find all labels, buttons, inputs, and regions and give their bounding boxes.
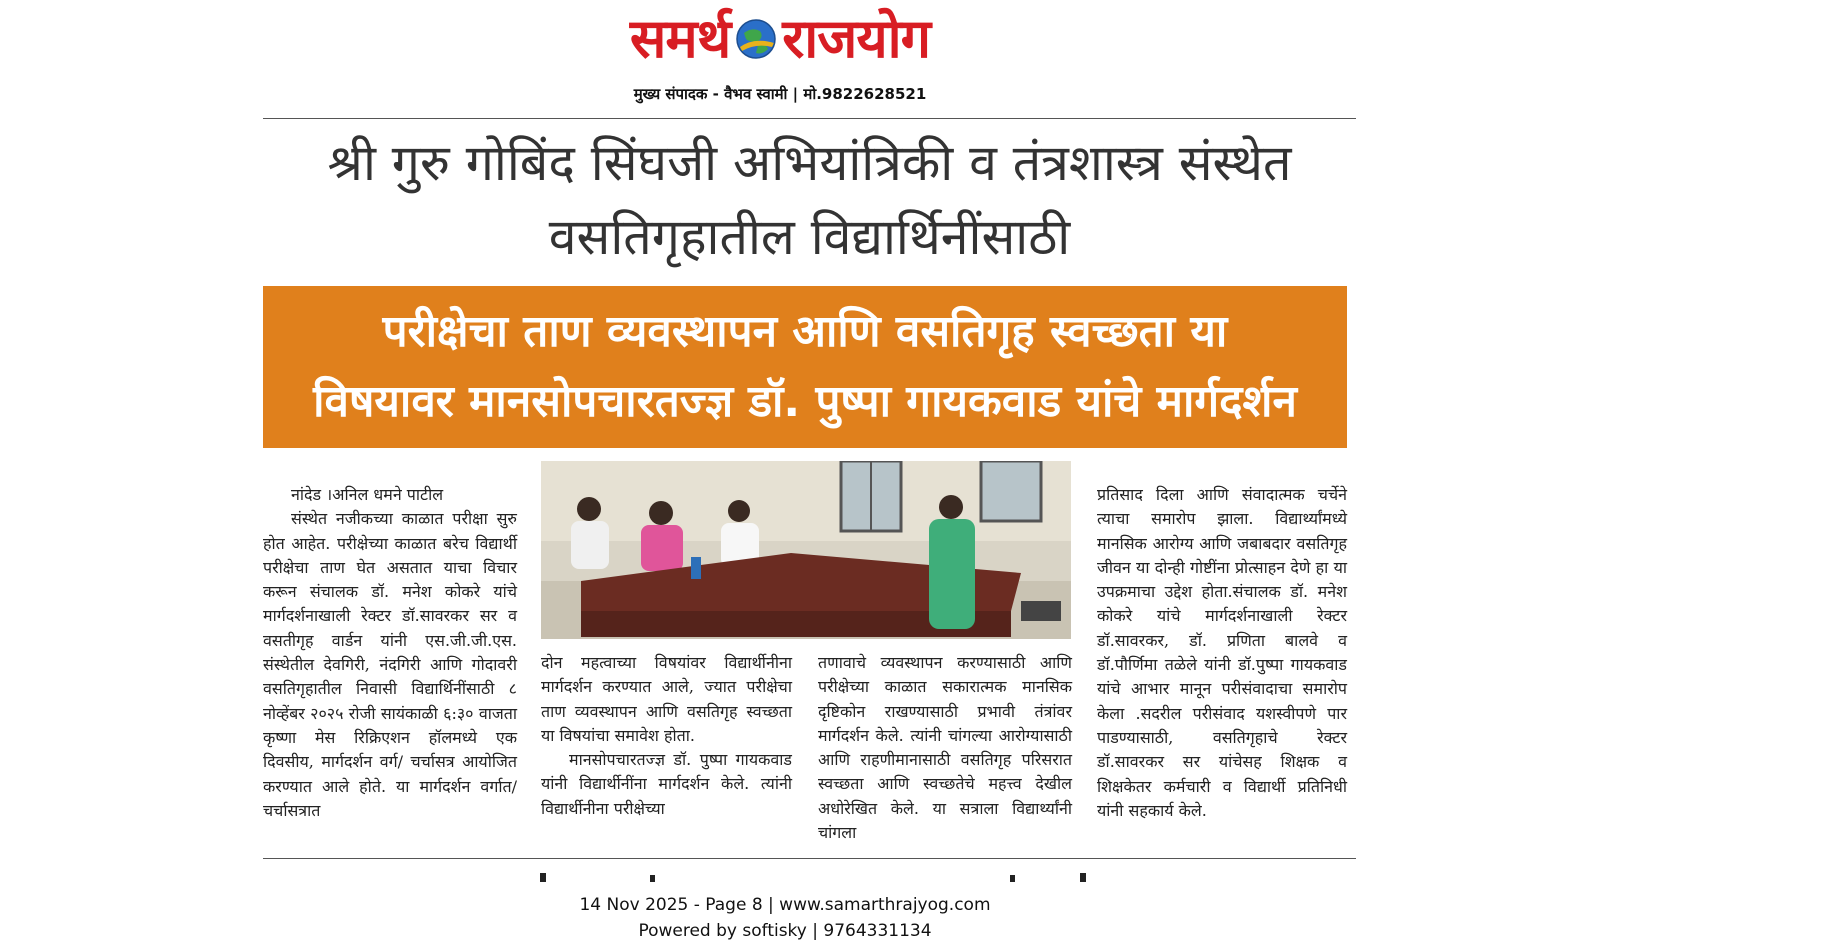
article-text-col-2b: मानसोपचारतज्ज्ञ डॉ. पुष्पा गायकवाड यांनी विद्यार्थीनींना मार्गदर्शन केले. त्यांनी विद्यार्थीनीना परीक्षेच्या xyxy=(541,750,792,818)
bottom-divider xyxy=(263,858,1356,859)
editor-contact-line: मुख्य संपादक - वैभव स्वामी | मो.9822628521 xyxy=(633,85,927,103)
footer-powered-by: Powered by softisky | 9764331134 xyxy=(638,921,932,941)
newspaper-logo[interactable] xyxy=(580,4,980,74)
article-text-col-2a: दोन महत्वाच्या विषयांवर विद्यार्थीनीना मार्गदर्शन करण्यात आले, ज्यात परीक्षेचा ताण व्यवस्थापन आणि वसतिगृह स्वच्छता या विषयांचा समावेश होता. xyxy=(541,653,792,745)
cropped-text-fragment xyxy=(520,869,1320,882)
headline-line-2: वसतिगृहातील विद्यार्थिनींसाठी xyxy=(548,208,1071,266)
article-text-col-3: तणावाचे व्यवस्थापन करण्यासाठी आणि परीक्षेच्या काळात सकारात्मक मानसिक दृष्टिकोन राखण्यासाठी प्रभावी तंत्रांवर मार्गदर्शन केले. त्यांनी चांगल्या आरोग्यासाठी आणि राहणीमानासाठी वसतिगृह परिसरात स्वच्छता आणि स्वच्छतेचे महत्त्व देखील अधोरेखित केले. या सत्राला विद्यार्थ्यांनी चांगला xyxy=(818,653,1072,843)
article-column-1 xyxy=(263,483,517,823)
page-headline xyxy=(263,126,1356,274)
article-column-2 xyxy=(541,651,792,821)
article-text-col-1: संस्थेत नजीकच्या काळात परीक्षा सुरु होत आहेत. परीक्षेच्या काळात बरेच विद्यार्थी परीक्षेचा ताण घेत असतात याचा विचार करून संचालक डॉ. मनेश कोकरे यांचे मार्गदर्शनाखाली रेक्टर डॉ.सावरकर सर व वसतीगृह वार्डन यांनी एस.जी.जी.एस. संस्थेतील देवगिरी, नंदगिरी आणि गोदावरी वसतिगृहातील निवासी विद्यार्थिनींसाठी ८ नोव्हेंबर २०२५ रोजी सायंकाळी ६:३० वाजता कृष्णा मेस रिक्रिएशन हॉलमध्ये एक दिवसीय, मार्गदर्शन वर्ग/ चर्चासत्र आयोजित करण्यात आले होते. या मार्गदर्शन वर्गात/चर्चासत्रात xyxy=(263,509,517,820)
event-photo-illustration xyxy=(541,461,1071,639)
article-column-4 xyxy=(1097,483,1347,823)
article-text-col-4: प्रतिसाद दिला आणि संवादात्मक चर्चेने त्याचा समारोप झाला. विद्यार्थ्यांमध्ये मानसिक आरोग्य आणि जबाबदार वसतिगृह जीवन या दोन्ही गोष्टींना प्रोत्साहन देणे हा या उपक्रमाचा उद्देश होता.संचालक डॉ. मनेश कोकरे यांचे मार्गदर्शनाखाली रेक्टर डॉ.सावरकर, डॉ. प्रणिता बालवे व डॉ.पौर्णिमा तळेले यांनी डॉ.पुष्पा गायकवाड यांचे आभार मानून परीसंवादाचा समारोप केला .सदरील परीसंवाद यशस्वीपणे पार पाडण्यासाठी, वसतिगृहाचे रेक्टर डॉ.सावरकर सर यांचेसह शिक्षक व शिक्षकेतर कर्मचारी व विद्यार्थी प्रतिनिधी यांनी सहकार्य केले. xyxy=(1097,485,1347,820)
cropped-next-headline xyxy=(520,868,1320,882)
logo-text-left: समर्थ xyxy=(629,7,731,70)
banner-line-1: परीक्षेचा ताण व्यवस्थापन आणि वसतिगृह स्वच्छता या xyxy=(382,306,1228,357)
logo-text-right: राजयोग xyxy=(782,7,931,70)
top-divider xyxy=(263,118,1356,119)
dateline: नांदेड ।अनिल धमने पाटील xyxy=(291,485,444,504)
masthead xyxy=(580,0,980,110)
headline-line-1: श्री गुरु गोबिंद सिंघजी अभियांत्रिकी व तंत्रशास्त्र संस्थेत xyxy=(327,134,1292,192)
event-photo[interactable] xyxy=(541,461,1071,639)
footer-date-page[interactable]: 14 Nov 2025 - Page 8 | www.samarthrajyog.com xyxy=(579,895,991,915)
globe-emblem-icon xyxy=(734,17,778,61)
subheadline-banner xyxy=(263,286,1347,448)
banner-line-2: विषयावर मानसोपचारतज्ज्ञ डॉ. पुष्पा गायकवाड यांचे मार्गदर्शन xyxy=(313,376,1297,427)
page-footer xyxy=(0,892,1570,944)
article-column-3 xyxy=(818,651,1072,845)
